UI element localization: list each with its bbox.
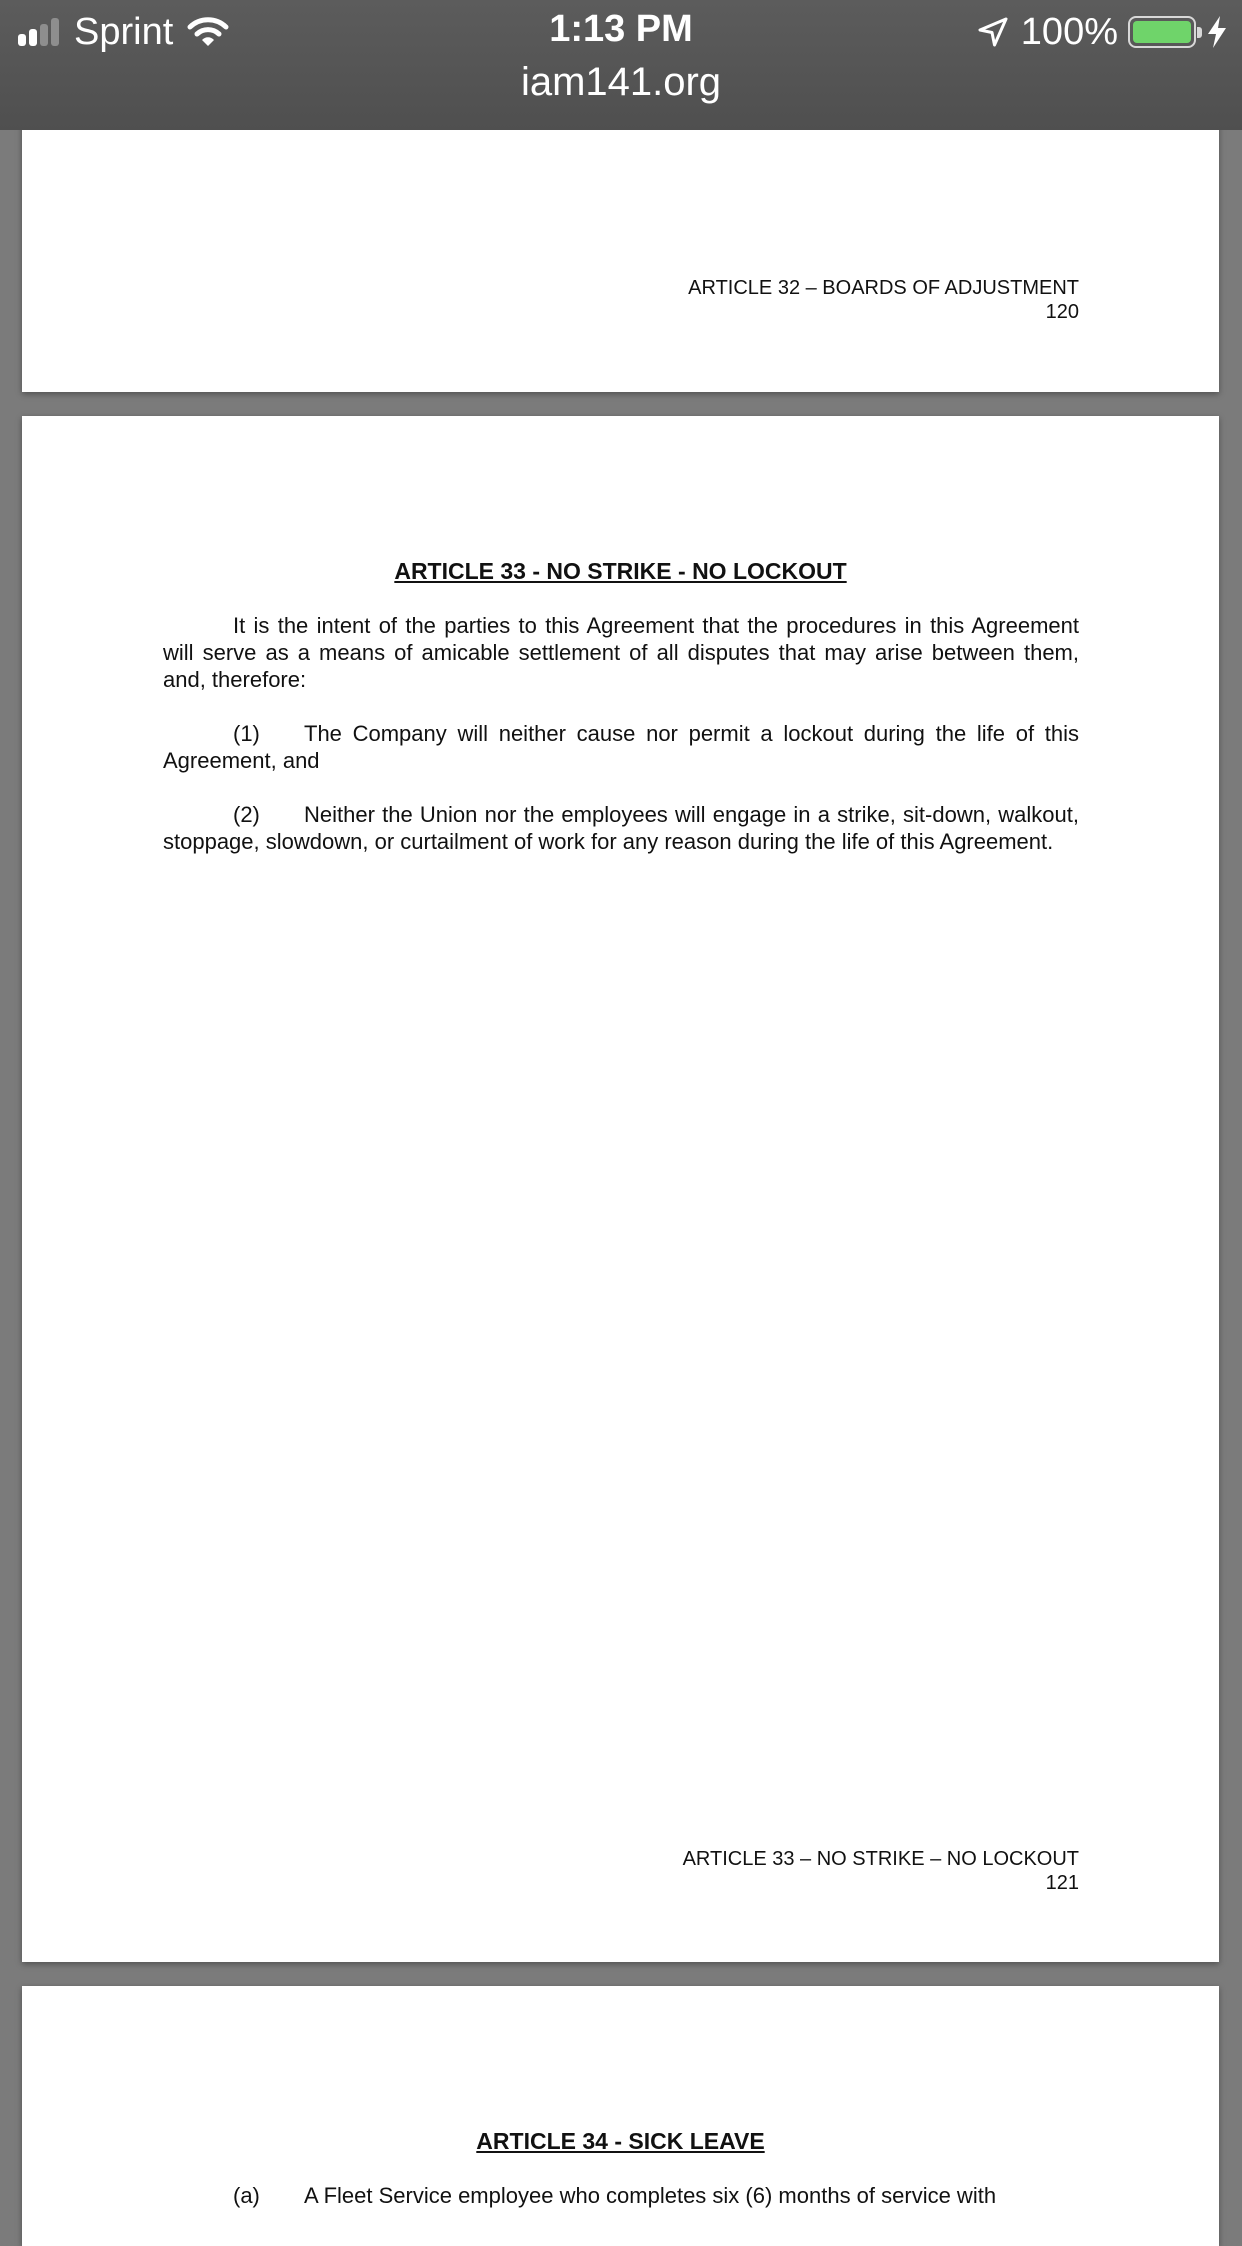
clause-number: (2) [233, 802, 260, 827]
carrier-label: Sprint [74, 10, 174, 53]
clause-text: A Fleet Service employee who completes six (6) months of service with [304, 2183, 997, 2208]
clause-1 [163, 720, 1079, 774]
clause-text: The Company will neither cause nor permit a lockout during the life of this Agreement, and [163, 721, 1079, 773]
clause-a [163, 2182, 1079, 2209]
battery-percent: 100% [1020, 10, 1118, 53]
intro-text: It is the intent of the parties to this Agreement that the procedures in this Agreement will serve as a means of amicable settlement of all disputes that may arise between them, and, therefore: [163, 613, 1079, 692]
pdf-page-122 [22, 1986, 1219, 2246]
page-number: 121 [1045, 1872, 1079, 1894]
page-footer [683, 1847, 1079, 1895]
clause-text: Neither the Union nor the employees will engage in a strike, sit-down, walkout, stoppage, slowdown, or curtailment of work for any reason during the life of this Agreement. [163, 802, 1079, 854]
article-title: ARTICLE 33 - NO STRIKE - NO LOCKOUT [394, 558, 847, 584]
charging-bolt-icon [1206, 15, 1228, 49]
pdf-page-121 [22, 416, 1219, 1962]
article-title: ARTICLE 34 - SICK LEAVE [476, 2128, 765, 2154]
clause-2 [163, 801, 1079, 855]
intro-paragraph [163, 612, 1079, 693]
location-arrow-icon [977, 16, 1009, 48]
status-bar [0, 0, 1242, 130]
battery-level [1133, 21, 1191, 43]
clause-number: (a) [233, 2183, 260, 2208]
clause-number: (1) [233, 721, 260, 746]
footer-title: ARTICLE 33 – NO STRIKE – NO LOCKOUT [682, 1848, 1079, 1870]
clock: 1:13 PM [549, 8, 693, 50]
page-footer [688, 276, 1079, 324]
battery-icon [1128, 16, 1196, 48]
footer-title: ARTICLE 32 – BOARDS OF ADJUSTMENT [688, 277, 1079, 299]
address-bar-url[interactable]: iam141.org [520, 60, 722, 104]
page-number: 120 [1045, 301, 1079, 323]
right-status-group [977, 10, 1228, 54]
